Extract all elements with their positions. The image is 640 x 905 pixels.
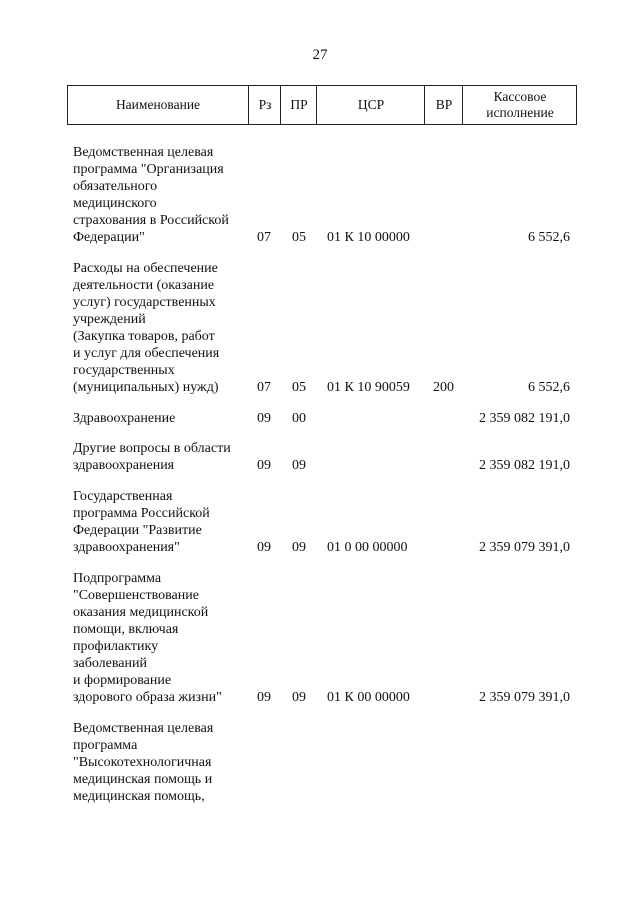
name-line: программа — [73, 738, 138, 753]
row-sum: 2 359 079 391,0 — [479, 540, 570, 555]
row-rz: 07 — [257, 380, 271, 395]
name-line: заболеваний — [73, 656, 147, 671]
name-line: Федерации "Развитие — [73, 523, 202, 538]
page-number: 27 — [312, 47, 328, 63]
header-kass — [462, 86, 577, 124]
name-line: Государственная — [73, 489, 173, 504]
row-csr: 01 К 10 90059 — [327, 380, 410, 395]
row-pr: 09 — [292, 458, 306, 473]
table-row — [0, 570, 640, 706]
table-row — [0, 144, 640, 246]
row-name — [73, 144, 248, 246]
row-name — [73, 488, 248, 556]
name-line: обязательного — [73, 179, 158, 194]
table-row — [0, 488, 640, 556]
name-line: медицинская помощь, — [73, 789, 205, 804]
row-pr: 05 — [292, 230, 306, 245]
row-sum: 2 359 082 191,0 — [479, 458, 570, 473]
name-line: здорового образа жизни" — [73, 690, 222, 705]
row-rz: 09 — [257, 690, 271, 705]
row-name — [73, 260, 248, 396]
row-name — [73, 440, 248, 474]
name-line: страхования в Российской — [73, 213, 229, 228]
name-line: (муниципальных) нужд) — [73, 380, 219, 395]
row-name — [73, 410, 248, 427]
row-csr: 01 0 00 00000 — [327, 540, 408, 555]
table-row — [0, 720, 640, 805]
name-line: программа Российской — [73, 506, 210, 521]
table-row — [0, 260, 640, 396]
table-row — [0, 440, 640, 474]
row-csr: 01 К 10 00000 — [327, 230, 410, 245]
table-row — [0, 410, 640, 427]
header-pr: ПР — [280, 86, 317, 124]
name-line: помощи, включая — [73, 622, 179, 637]
name-line: здравоохранения" — [73, 540, 180, 555]
row-csr: 01 К 00 00000 — [327, 690, 410, 705]
row-sum: 2 359 082 191,0 — [479, 411, 570, 426]
header-csr: ЦСР — [316, 86, 425, 124]
row-rz: 09 — [257, 411, 271, 426]
row-pr: 05 — [292, 380, 306, 395]
name-line: Ведомственная целевая — [73, 721, 214, 736]
name-line: "Высокотехнологичная — [73, 755, 212, 770]
row-name — [73, 570, 248, 706]
header-vr: ВР — [424, 86, 463, 124]
name-line: и услуг для обеспечения — [73, 346, 220, 361]
row-vr: 200 — [433, 380, 454, 395]
row-pr: 09 — [292, 690, 306, 705]
name-line: программа "Организация — [73, 162, 224, 177]
name-line: "Совершенствование — [73, 588, 199, 603]
row-name — [73, 720, 248, 805]
row-rz: 07 — [257, 230, 271, 245]
name-line: и формирование — [73, 673, 172, 688]
name-line: государственных — [73, 363, 175, 378]
header-kass-line1: Кассовое — [493, 89, 547, 104]
row-rz: 09 — [257, 540, 271, 555]
name-line: медицинского — [73, 196, 157, 211]
header-rz: Рз — [248, 86, 281, 124]
name-line: (Закупка товаров, работ — [73, 329, 215, 344]
name-line: здравоохранения — [73, 458, 175, 473]
row-sum: 2 359 079 391,0 — [479, 690, 570, 705]
name-line: учреждений — [73, 312, 146, 327]
header-name: Наименование — [115, 97, 201, 112]
row-sum: 6 552,6 — [528, 230, 570, 245]
name-line: услуг) государственных — [73, 295, 216, 310]
name-line: Федерации" — [73, 230, 145, 245]
name-line: медицинская помощь и — [73, 772, 213, 787]
name-line: Ведомственная целевая — [73, 145, 214, 160]
name-line: оказания медицинской — [73, 605, 209, 620]
name-line: деятельности (оказание — [73, 278, 215, 293]
name-line: Здравоохранение — [73, 411, 176, 426]
name-line: профилактику — [73, 639, 159, 654]
name-line: Другие вопросы в области — [73, 441, 231, 456]
table-header — [67, 85, 577, 125]
row-sum: 6 552,6 — [528, 380, 570, 395]
row-rz: 09 — [257, 458, 271, 473]
name-line: Расходы на обеспечение — [73, 261, 218, 276]
row-pr: 09 — [292, 540, 306, 555]
row-pr: 00 — [292, 411, 306, 426]
name-line: Подпрограмма — [73, 571, 162, 586]
header-kass-line2: исполнение — [486, 105, 554, 120]
